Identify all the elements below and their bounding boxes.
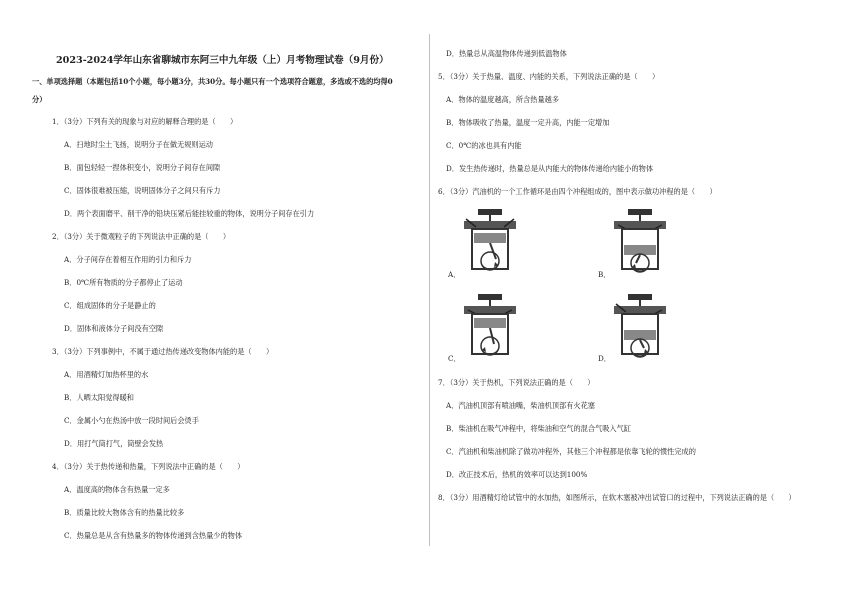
question-4-stem: 4．（3分）关于热传递和热量，下列说法中正确的是（ ） [52,462,245,471]
question-4-option-c: C．热量总是从含有热量多的物体传递到含热量少的物体 [64,531,243,540]
question-3-option-b: B．人晒太阳觉得暖和 [64,393,134,402]
engine-option-b-label: B． [598,270,611,279]
question-4-option-d: D．热量总从高温物体传递到低温物体 [446,49,567,58]
engine-option-d-label: D． [598,354,611,363]
question-2-option-b: B．0℃所有物质的分子都停止了运动 [64,278,183,287]
question-7-option-c: C．汽油机和柴油机除了做功冲程外，其他三个冲程都是依靠飞轮的惯性完成的 [446,447,696,456]
question-1-stem: 1．（3分）下列有关的现象与对应的解释合理的是（ ） [52,117,238,126]
question-7-option-a: A．汽油机顶部有喷油嘴，柴油机顶部有火花塞 [446,401,595,410]
question-7-option-d: D．改正技术后，热机的效率可以达到100% [446,470,588,479]
question-3-option-a: A．用酒精灯加热杯里的水 [64,370,149,379]
question-1-option-d: D．两个表面磨平、削干净的铅块压紧后能挂较重的物体，说明分子间存在引力 [64,209,315,218]
question-3-option-d: D．用打气筒打气，筒壁会发热 [64,439,164,448]
question-4-option-b: B．质量比较大物体含有的热量比较多 [64,508,185,517]
question-5-stem: 5．（3分）关于热量、温度、内能的关系，下列说法正确的是（ ） [438,72,660,81]
engine-stroke-a-icon [458,207,522,277]
question-1-option-a: A．扫地时尘土飞扬，说明分子在做无规则运动 [64,140,213,149]
engine-stroke-b-icon [608,207,672,277]
page-title: 2023-2024学年山东省聊城市东阿三中九年级（上）月考物理试卷（9月份） [56,55,389,66]
section-heading-cont: 分） [32,95,47,104]
engine-option-a-label: A． [448,270,461,279]
question-2-stem: 2．（3分）关于微观粒子的下列说法中正确的是（ ） [52,232,231,241]
question-5-option-b: B．物体吸收了热量，温度一定升高，内能一定增加 [446,118,610,127]
question-4-option-a: A．温度高的物体含有热量一定多 [64,485,170,494]
question-2-option-d: D．固体和液体分子间没有空隙 [64,324,164,333]
question-2-option-a: A．分子间存在着相互作用的引力和斥力 [64,255,192,264]
question-5-option-c: C．0℃的冰也具有内能 [446,141,522,150]
question-5-option-a: A．物体的温度越高，所含热量越多 [446,95,560,104]
question-7-option-b: B．柴油机在吸气冲程中，将柴油和空气的混合气吸入气缸 [446,424,631,433]
question-3-stem: 3．（3分）下列事例中，不属于通过热传递改变物体内能的是（ ） [52,347,274,356]
section-heading: 一、单项选择题（本题包括10个小题，每小题3分，共30分。每小题只有一个选项符合题意，多选或不选的均得0 [32,77,393,86]
column-divider [429,34,430,546]
question-1-option-c: C．固体很难被压缩，说明固体分子之间只有斥力 [64,186,221,195]
question-2-option-c: C．组成固体的分子是静止的 [64,301,156,310]
engine-option-c-label: C． [448,354,461,363]
engine-stroke-c-icon [458,292,522,362]
question-6-stem: 6．（3分）汽油机的一个工作循环是由四个冲程组成的，图中表示做功冲程的是（ ） [438,187,717,196]
question-5-option-d: D．发生热传递时，热量总是从内能大的物体传递给内能小的物体 [446,164,654,173]
question-3-option-c: C．金属小勺在热汤中放一段时间后会烫手 [64,416,199,425]
engine-stroke-d-icon [608,292,672,362]
question-8-stem: 8．（3分）用酒精灯给试管中的水加热，如图所示，在软木塞被冲出试管口的过程中，下列说法正确的是（ ） [438,493,796,502]
question-7-stem: 7．（3分）关于热机，下列说法正确的是（ ） [438,378,595,387]
question-1-option-b: B．面包轻轻一捏体积变小，说明分子间存在间隙 [64,163,221,172]
